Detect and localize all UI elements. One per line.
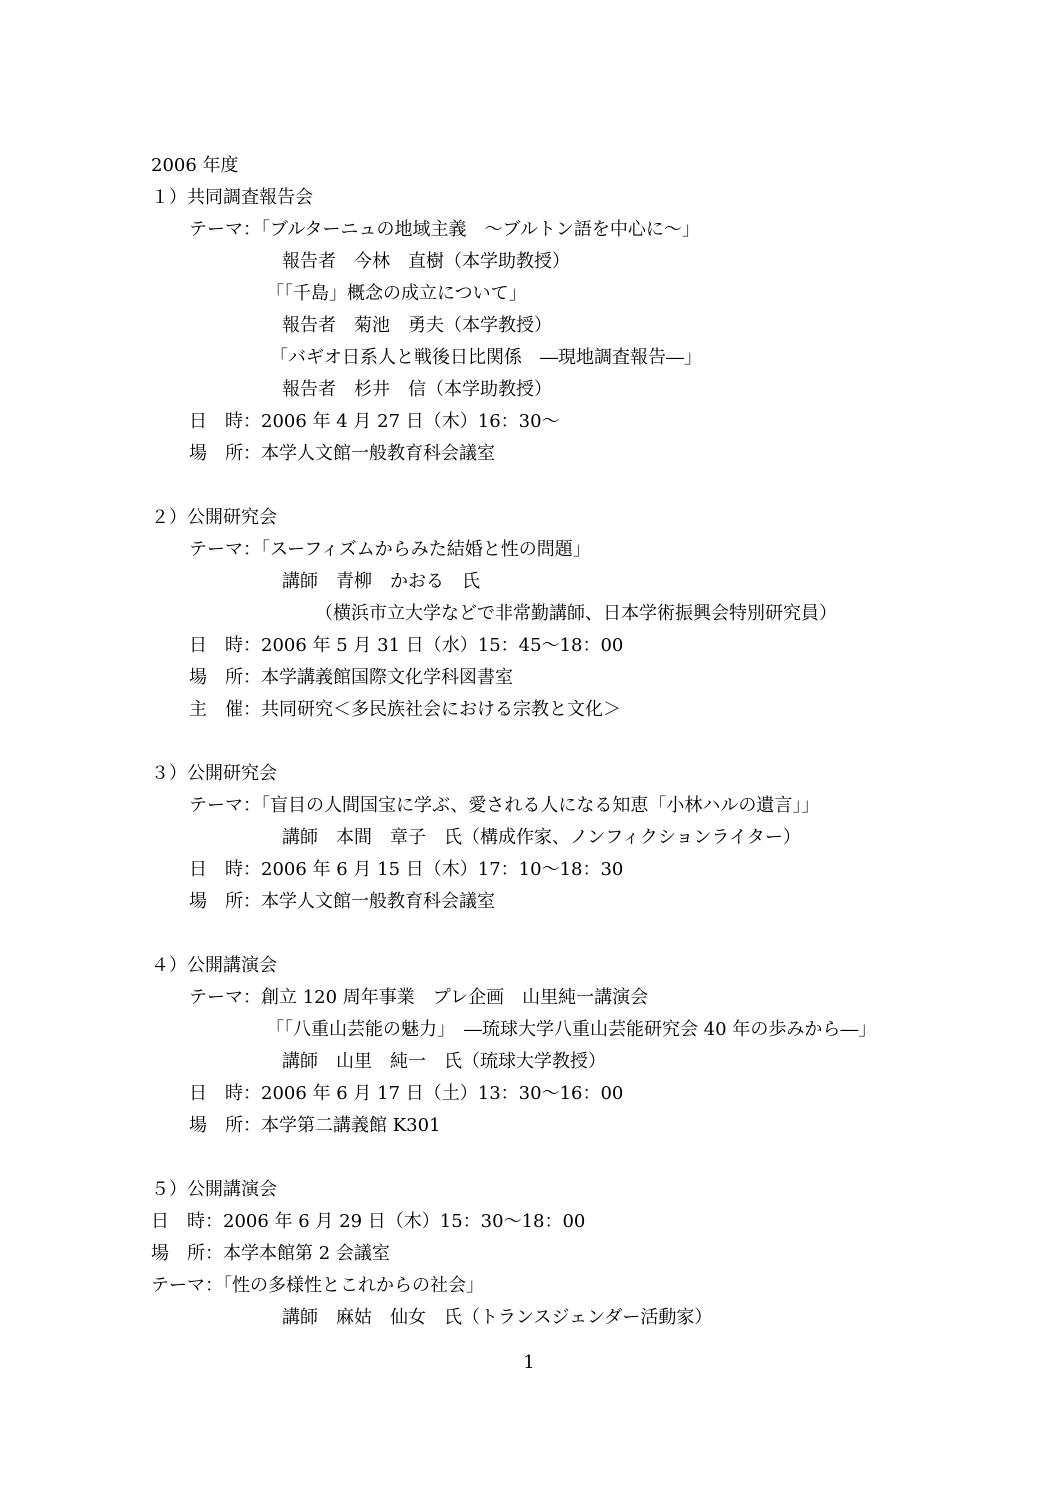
venue-line: 場 所：本学人文館一般教育科会議室 bbox=[189, 443, 495, 464]
date-line: 日 時：2006 年 6 月 29 日（木）15：30～18：00 bbox=[151, 1211, 586, 1232]
reporter-line: 報告者 杉井 信（本学助教授） bbox=[282, 379, 552, 400]
page-number: 1 bbox=[523, 1352, 535, 1373]
theme-line: テーマ：「性の多様性とこれからの社会」 bbox=[151, 1275, 484, 1296]
lecturer-line: 講師 青柳 かおる 氏 bbox=[282, 571, 480, 592]
year-heading: 2006 年度 bbox=[151, 155, 239, 176]
reporter-line: 報告者 今林 直樹（本学助教授） bbox=[282, 251, 570, 272]
section-heading: ４）公開講演会 bbox=[151, 955, 277, 976]
talk-title-line: 「「千島」概念の成立について」 bbox=[266, 283, 527, 304]
theme-line: テーマ：「スーフィズムからみた結婚と性の問題」 bbox=[189, 539, 591, 560]
theme-line: テーマ：「盲目の人間国宝に学ぶ、愛される人になる知恵「小林ハルの遺言」」 bbox=[189, 795, 820, 816]
talk-title-line: 「「八重山芸能の魅力」 ―琉球大学八重山芸能研究会 40 年の歩みから―」 bbox=[266, 1019, 877, 1040]
lecturer-line: 講師 麻姑 仙女 氏（トランスジェンダー活動家） bbox=[282, 1307, 713, 1328]
date-line: 日 時：2006 年 5 月 31 日（水）15：45～18：00 bbox=[189, 635, 624, 656]
venue-line: 場 所：本学人文館一般教育科会議室 bbox=[189, 891, 495, 912]
section-heading: ５）公開講演会 bbox=[151, 1179, 277, 1200]
section-heading: １）共同調査報告会 bbox=[151, 187, 313, 208]
section-heading: ２）公開研究会 bbox=[151, 507, 277, 528]
date-line: 日 時：2006 年 4 月 27 日（木）16：30～ bbox=[189, 411, 560, 432]
date-line: 日 時：2006 年 6 月 17 日（土）13：30～16：00 bbox=[189, 1083, 624, 1104]
lecturer-line: 講師 本間 章子 氏（構成作家、ノンフィクションライター） bbox=[282, 827, 801, 848]
lecturer-affiliation-line: （横浜市立大学などで非常勤講師、日本学術振興会特別研究員） bbox=[315, 603, 837, 624]
theme-line: テーマ：「ブルターニュの地域主義 ～ブルトン語を中心に～」 bbox=[189, 219, 700, 240]
reporter-line: 報告者 菊池 勇夫（本学教授） bbox=[282, 315, 552, 336]
venue-line: 場 所：本学第二講義館 K301 bbox=[189, 1115, 441, 1136]
theme-line: テーマ：創立 120 周年事業 プレ企画 山里純一講演会 bbox=[189, 987, 649, 1008]
date-line: 日 時：2006 年 6 月 15 日（木）17：10～18：30 bbox=[189, 859, 624, 880]
talk-title-line: 「バギオ日系人と戦後日比関係 ―現地調査報告―」 bbox=[270, 347, 702, 368]
section-heading: ３）公開研究会 bbox=[151, 763, 277, 784]
venue-line: 場 所：本学本館第 2 会議室 bbox=[151, 1243, 390, 1264]
venue-line: 場 所：本学講義館国際文化学科図書室 bbox=[189, 667, 513, 688]
organizer-line: 主 催：共同研究＜多民族社会における宗教と文化＞ bbox=[189, 699, 621, 720]
lecturer-line: 講師 山里 純一 氏（琉球大学教授） bbox=[282, 1051, 606, 1072]
